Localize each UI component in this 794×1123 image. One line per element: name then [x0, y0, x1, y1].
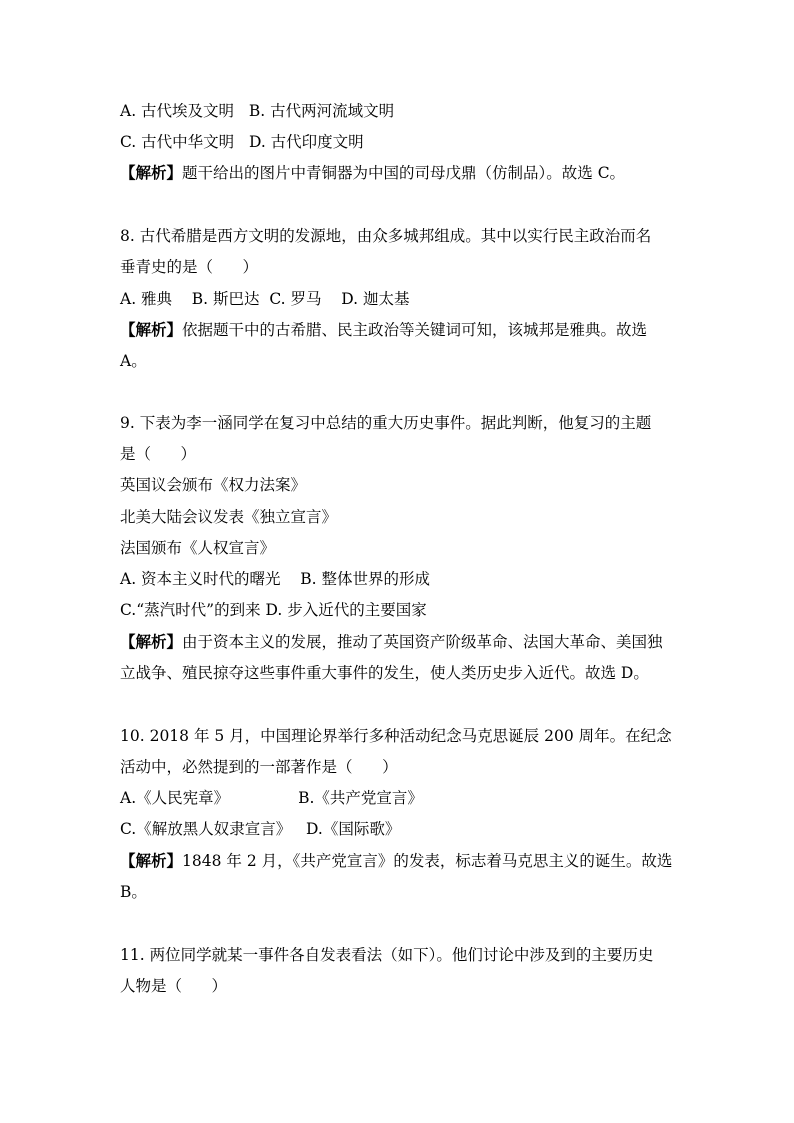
q7-options-line-1: A. 古代埃及文明 B. 古代两河流域文明	[120, 102, 395, 120]
q9-event-1: 英国议会颁布《权力法案》	[120, 476, 307, 494]
analysis-tag: 【解析】	[120, 852, 183, 870]
q10-stem-line-1: 10. 2018 年 5 月，中国理论界举行多种活动纪念马克思诞辰 200 周年。在纪念	[120, 727, 672, 745]
q8-analysis-text-1: 依据题干中的古希腊、民主政治等关键词可知，该城邦是雅典。故选	[182, 321, 648, 339]
q9-analysis	[120, 632, 663, 652]
analysis-tag: 【解析】	[120, 164, 183, 182]
q9-options-line-1: A. 资本主义时代的曙光 B. 整体世界的形成	[120, 570, 431, 588]
q8-analysis-line-2: A。	[120, 352, 147, 370]
q9-event-3: 法国颁布《人权宣言》	[120, 539, 276, 557]
q8-options: A. 雅典 B. 斯巴达 C. 罗马 D. 迦太基	[120, 290, 410, 308]
q10-options-line-1: A.《人民宪章》 B.《共产党宣言》	[120, 789, 423, 807]
q9-options-line-2: C.“蒸汽时代”的到来 D. 步入近代的主要国家	[120, 601, 427, 619]
analysis-tag: 【解析】	[120, 321, 183, 339]
q7-analysis-text: 题干给出的图片中青铜器为中国的司母戊鼎（仿制品）。故选 C。	[182, 164, 626, 182]
q10-stem-line-2: 活动中，必然提到的一部著作是（ ）	[120, 758, 398, 776]
q11-stem-line-2: 人物是（ ）	[120, 977, 228, 995]
q8-stem-line-2: 垂青史的是（ ）	[120, 258, 259, 276]
q10-analysis	[120, 851, 672, 871]
q9-analysis-line-2: 立战争、殖民掠夺这些事件重大事件的发生，使人类历史步入近代。故选 D。	[120, 664, 649, 682]
q10-analysis-line-2: B。	[120, 883, 147, 901]
q11-stem-line-1: 11. 两位同学就某一事件各自发表看法（如下）。他们讨论中涉及到的主要历史	[120, 946, 654, 964]
q7-options-line-2: C. 古代中华文明 D. 古代印度文明	[120, 133, 364, 151]
analysis-tag: 【解析】	[120, 633, 183, 651]
q9-analysis-text-1: 由于资本主义的发展，推动了英国资产阶级革命、法国大革命、美国独	[182, 633, 663, 651]
q9-stem-line-2: 是（ ）	[120, 445, 197, 463]
q10-analysis-text-1: 1848 年 2 月，《共产党宣言》的发表，标志着马克思主义的诞生。故选	[182, 852, 673, 870]
q9-stem-line-1: 9. 下表为李一涵同学在复习中总结的重大历史事件。据此判断，他复习的主题	[120, 414, 652, 432]
q8-analysis	[120, 320, 647, 340]
q9-event-2: 北美大陆会议发表《独立宣言》	[120, 508, 338, 526]
q10-options-line-2: C.《解放黑人奴隶宣言》 D.《国际歌》	[120, 820, 401, 838]
q8-stem-line-1: 8. 古代希腊是西方文明的发源地，由众多城邦组成。其中以实行民主政治而名	[120, 227, 652, 245]
q7-analysis	[120, 163, 625, 183]
